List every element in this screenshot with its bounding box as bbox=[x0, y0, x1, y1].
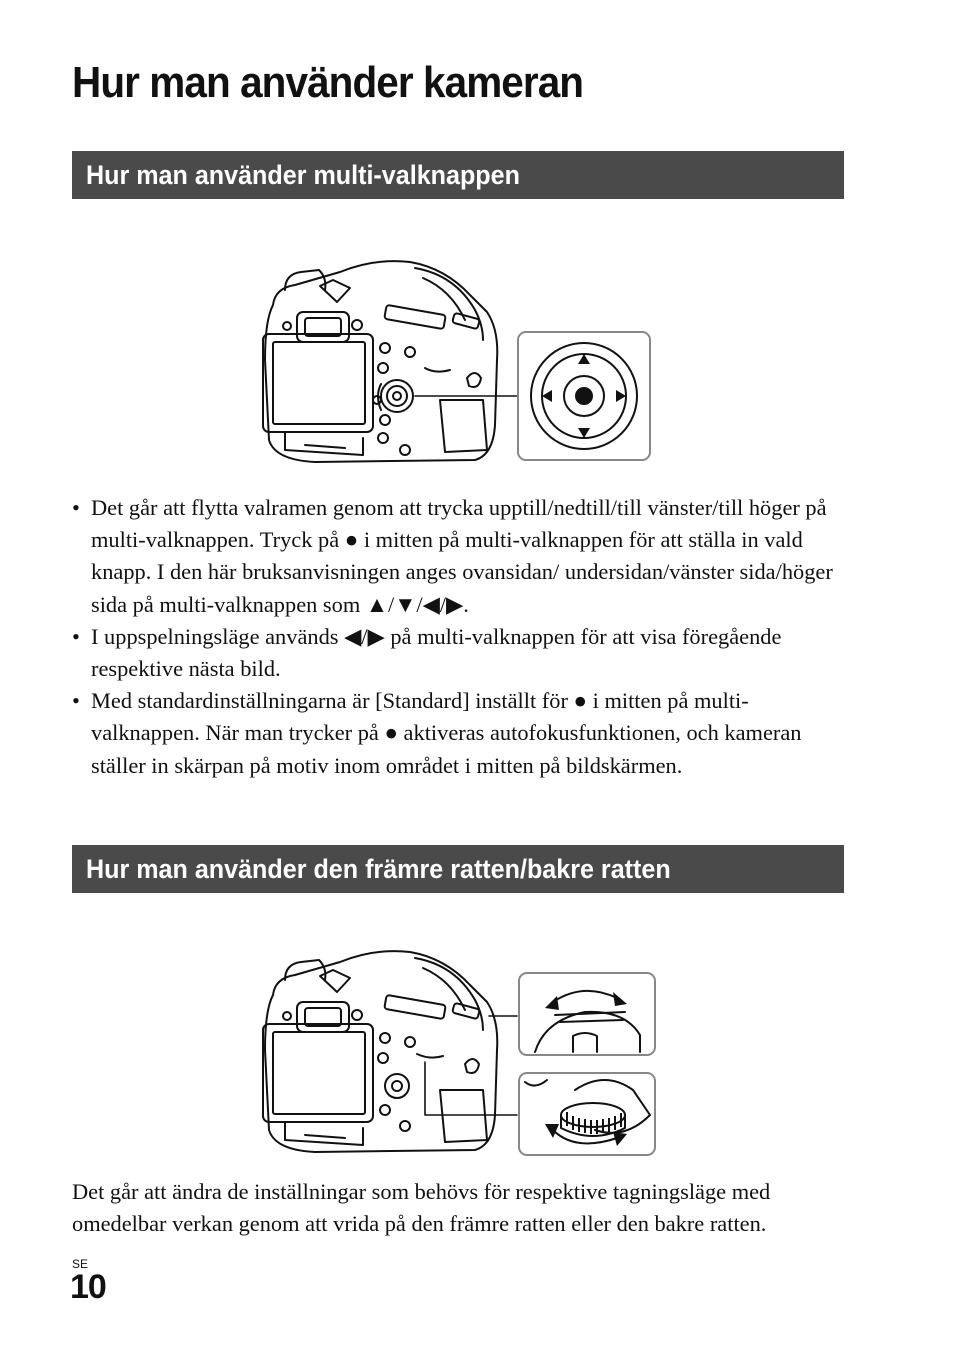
bullet-item: • Med standardinställningarna är [Standard] inställt för ● i mitten på multi-valknappen. När man trycker på ● aktiveras autofokusfunktionen, och kameran ställer in skärpan på motiv inom området i mitten på bildskärmen. bbox=[72, 685, 852, 782]
section-heading-text: Hur man använder den främre ratten/bakre ratten bbox=[86, 854, 671, 884]
section-heading-text: Hur man använder multi-valknappen bbox=[86, 160, 520, 190]
section-heading-multi-selector bbox=[72, 151, 844, 199]
page-number: 10 bbox=[70, 1268, 106, 1306]
camera-dials-illustration bbox=[255, 940, 665, 1165]
multi-selector-bullet-list bbox=[72, 492, 852, 782]
bullet-item: • Det går att flytta valramen genom att trycka upptill/nedtill/till vänster/till höger på multi-valknappen. Tryck på ● i mitten på multi-valknappen för att ställa in vald knapp. I den här bruksanvisningen anges ovansidan/ undersidan/vänster sida/höger sida på multi-valknappen som ▲/▼/◀/▶. bbox=[72, 492, 852, 621]
language-label: SE bbox=[72, 1257, 89, 1271]
page-title: Hur man använder kameran bbox=[72, 58, 584, 107]
dials-paragraph: Det går att ändra de inställningar som behövs för respektive tagningsläge med omedelbar verkan genom att vrida på den främre ratten eller den bakre ratten. bbox=[72, 1179, 771, 1236]
bullet-item: • I uppspelningsläge används ◀/▶ på multi-valknappen för att visa föregående respektive nästa bild. bbox=[72, 621, 852, 685]
section-heading-dials bbox=[72, 845, 844, 893]
camera-multi-selector-illustration bbox=[255, 250, 665, 480]
